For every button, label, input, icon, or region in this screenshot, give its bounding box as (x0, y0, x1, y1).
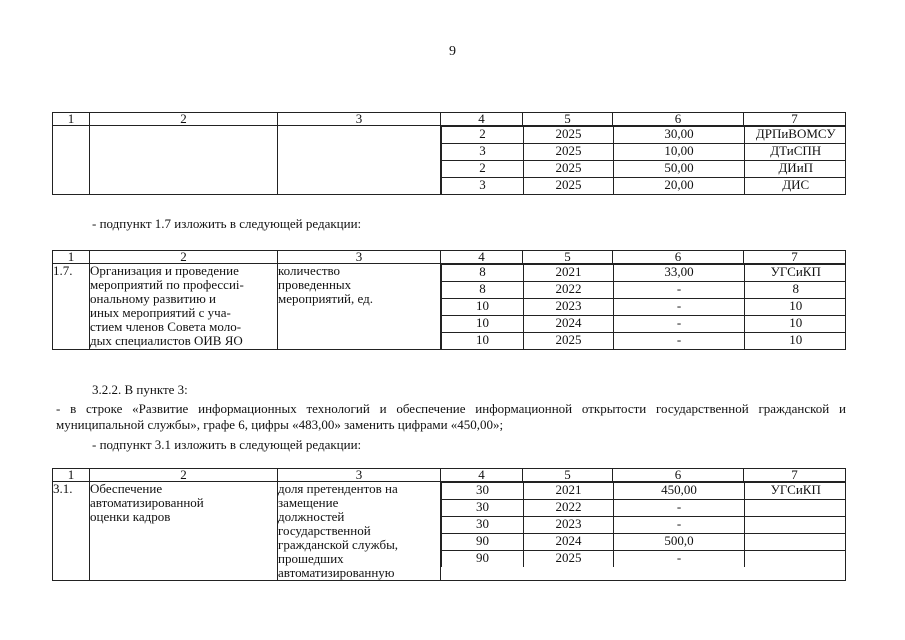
cell: - (614, 299, 745, 316)
cell: 450,00 (614, 483, 745, 500)
values-block (441, 264, 846, 350)
cell: ДРПиВОМСУ (745, 127, 846, 144)
table-row (442, 265, 846, 282)
page-number: 9 (449, 44, 456, 59)
values-table (441, 264, 846, 349)
paragraph: - в строке «Развитие информационных технологий и обеспечение информационной открытости государственной гражданской и муниципальной службы», графе 6, цифры «483,00» заменить цифрами «450,00»; (56, 401, 846, 432)
col-header: 5 (523, 113, 613, 126)
cell: 33,00 (614, 265, 745, 282)
col-header: 1 (53, 469, 90, 482)
col-header: 1 (53, 251, 90, 264)
cell: - (614, 517, 745, 534)
col-header: 3 (278, 251, 441, 264)
text-line: оценки кадров (90, 509, 171, 524)
col-header: 5 (523, 251, 613, 264)
table-row (53, 264, 846, 350)
paragraph: 3.2.2. В пункте 3: (92, 382, 188, 397)
cell (745, 534, 846, 551)
empty-cell (53, 126, 90, 195)
cell: 10 (442, 299, 524, 316)
item-indicator (278, 264, 441, 350)
cell: - (614, 500, 745, 517)
cell: ДТиСПН (745, 144, 846, 161)
table-row (442, 316, 846, 333)
cell: 30 (442, 500, 524, 517)
cell: - (614, 316, 745, 333)
cell (745, 551, 846, 568)
item-number: 1.7. (53, 264, 90, 350)
cell: 2025 (524, 144, 614, 161)
values-block (441, 126, 846, 195)
table-row (53, 126, 846, 195)
cell: 2022 (524, 500, 614, 517)
cell: 2021 (524, 265, 614, 282)
cell: 3 (442, 144, 524, 161)
cell: 90 (442, 534, 524, 551)
cell: 10 (745, 316, 846, 333)
text-line: должностей (278, 509, 345, 524)
cell: 2024 (524, 534, 614, 551)
text-line: автоматизированную (278, 565, 395, 580)
col-header: 7 (744, 113, 846, 126)
cell: 8 (442, 282, 524, 299)
table-row (442, 534, 846, 551)
text-line: стием членов Совета моло- (90, 319, 242, 334)
table-row (442, 333, 846, 350)
cell: 2021 (524, 483, 614, 500)
values-table (441, 126, 846, 194)
col-header: 7 (744, 469, 846, 482)
col-header: 1 (53, 113, 90, 126)
cell: 30,00 (614, 127, 745, 144)
cell: - (614, 551, 745, 568)
cell: 10 (745, 299, 846, 316)
text-line: гражданской службы, (278, 537, 399, 552)
table-header-row (53, 469, 846, 482)
cell: 2 (442, 161, 524, 178)
col-header: 6 (613, 113, 744, 126)
values-block (441, 482, 846, 581)
text-line: автоматизированной (90, 495, 204, 510)
values-table (441, 482, 846, 567)
cell: 500,0 (614, 534, 745, 551)
cell: - (614, 333, 745, 350)
text-line: Организация и проведение (90, 263, 239, 278)
text-line: ональному развитию и (90, 291, 217, 306)
text-line: доля претендентов на (278, 481, 398, 496)
col-header: 3 (278, 469, 441, 482)
table-row (442, 551, 846, 568)
table-row (442, 127, 846, 144)
cell: 8 (745, 282, 846, 299)
cell: 2025 (524, 161, 614, 178)
table-row (442, 282, 846, 299)
cell: 2024 (524, 316, 614, 333)
cell: 20,00 (614, 178, 745, 195)
cell: 10,00 (614, 144, 745, 161)
col-header: 4 (441, 251, 523, 264)
empty-cell (90, 126, 278, 195)
table-row (442, 483, 846, 500)
cell: 90 (442, 551, 524, 568)
cell: 2023 (524, 299, 614, 316)
cell: - (614, 282, 745, 299)
item-indicator (278, 482, 441, 581)
cell: 30 (442, 483, 524, 500)
cell: 2023 (524, 517, 614, 534)
table-row (442, 144, 846, 161)
cell: 2025 (524, 333, 614, 350)
text-line: государственной (278, 523, 371, 538)
paragraph: - подпункт 1.7 изложить в следующей редакции: (92, 216, 362, 231)
cell: 2025 (524, 127, 614, 144)
paragraph: - подпункт 3.1 изложить в следующей редакции: (92, 437, 362, 452)
cell: УГСиКП (745, 483, 846, 500)
empty-cell (278, 126, 441, 195)
cell: 2 (442, 127, 524, 144)
col-header: 2 (90, 113, 278, 126)
table-header-row (53, 113, 846, 126)
text-line: проведенных (278, 277, 352, 292)
table-row (442, 500, 846, 517)
table-row (442, 299, 846, 316)
cell: 10 (442, 333, 524, 350)
item-number: 3.1. (53, 482, 90, 581)
table-continuation (52, 112, 846, 195)
cell: 2022 (524, 282, 614, 299)
col-header: 4 (441, 113, 523, 126)
col-header: 7 (744, 251, 846, 264)
text-line: иных мероприятий с уча- (90, 305, 231, 320)
table-row (442, 178, 846, 195)
item-name (90, 482, 278, 581)
table-subitem-3-1 (52, 468, 846, 581)
cell (745, 517, 846, 534)
text-line: мероприятий по профессиi- (90, 277, 244, 292)
col-header: 4 (441, 469, 523, 482)
text-line: прошедших (278, 551, 344, 566)
col-header: 5 (523, 469, 613, 482)
table-row (53, 482, 846, 581)
cell: 3 (442, 178, 524, 195)
cell: 10 (745, 333, 846, 350)
cell: 50,00 (614, 161, 745, 178)
col-header: 2 (90, 251, 278, 264)
cell: ДИиП (745, 161, 846, 178)
table-row (442, 161, 846, 178)
col-header: 2 (90, 469, 278, 482)
col-header: 6 (613, 251, 744, 264)
col-header: 6 (613, 469, 744, 482)
cell: ДИС (745, 178, 846, 195)
cell: 2025 (524, 178, 614, 195)
cell: 2025 (524, 551, 614, 568)
table-header-row (53, 251, 846, 264)
table-row (442, 517, 846, 534)
text-line: замещение (278, 495, 339, 510)
text-line: количество (278, 263, 341, 278)
cell (745, 500, 846, 517)
text-line: дых специалистов ОИВ ЯО (90, 333, 243, 348)
text-line: мероприятий, ед. (278, 291, 373, 306)
item-name (90, 264, 278, 350)
text-line: Обеспечение (90, 481, 163, 496)
cell: 10 (442, 316, 524, 333)
table-subitem-1-7 (52, 250, 846, 350)
cell: 8 (442, 265, 524, 282)
col-header: 3 (278, 113, 441, 126)
cell: 30 (442, 517, 524, 534)
cell: УГСиКП (745, 265, 846, 282)
